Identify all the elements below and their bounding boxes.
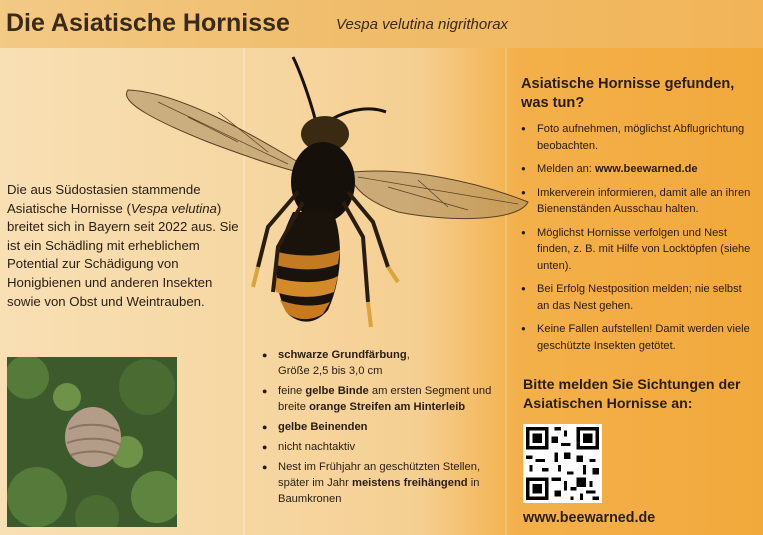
report-heading: Bitte melden Sie Sichtungen der Asiatischen Hornisse an:: [523, 377, 741, 412]
page-title: Die Asiatische Hornisse: [6, 9, 290, 37]
list-item: ● Imkerverein informieren, damit alle an ihren Bienenständen Ausschau halten.: [521, 185, 753, 218]
list-item: ● Melden an: www.beewarned.de: [521, 161, 753, 178]
list-item: ● Foto aufnehmen, möglichst Abflugrichtung beobachten.: [521, 121, 753, 154]
list-item: ● schwarze Grundfärbung, Größe 2,5 bis 3,0 cm: [262, 347, 502, 379]
scientific-name: Vespa velutina nigrithorax: [336, 16, 509, 33]
list-item: ● feine gelbe Binde am ersten Segment und breite orange Streifen am Hinterleib: [262, 383, 502, 415]
intro-text: Die aus Südostasien stammende Asiatische Hornisse (Vespa velutina) breitet sich in Bayern seit 2022 aus. Sie ist ein Schädling mit erheblichem Potential zur Schädigung von Honigbienen und anderen Insekten sowie von Obst und Weintrauben.: [7, 182, 239, 309]
list-item: ● gelbe Beinenden: [262, 419, 502, 435]
list-item: ● Bei Erfolg Nestposition melden; nie selbst an das Nest gehen.: [521, 281, 753, 314]
feature-list: [262, 347, 502, 511]
action-heading: Asiatische Hornisse gefunden, was tun?: [521, 76, 735, 111]
website-link[interactable]: www.beewarned.de: [523, 510, 656, 526]
nest-photo: [7, 357, 177, 527]
qr-code[interactable]: [523, 424, 602, 503]
report-link[interactable]: www.beewarned.de: [594, 163, 698, 175]
list-item: ● Möglichst Hornisse verfolgen und Nest finden, z. B. mit Hilfe von Locktöpfen (siehe unten).: [521, 225, 753, 275]
list-item: ● nicht nachtaktiv: [262, 439, 502, 455]
action-list: [521, 121, 753, 361]
list-item: ● Keine Fallen aufstellen! Damit werden viele geschützte Insekten getötet.: [521, 321, 753, 354]
list-item: ● Nest im Frühjahr an geschützten Stellen, später im Jahr meistens freihängend in Baumkronen: [262, 459, 502, 507]
